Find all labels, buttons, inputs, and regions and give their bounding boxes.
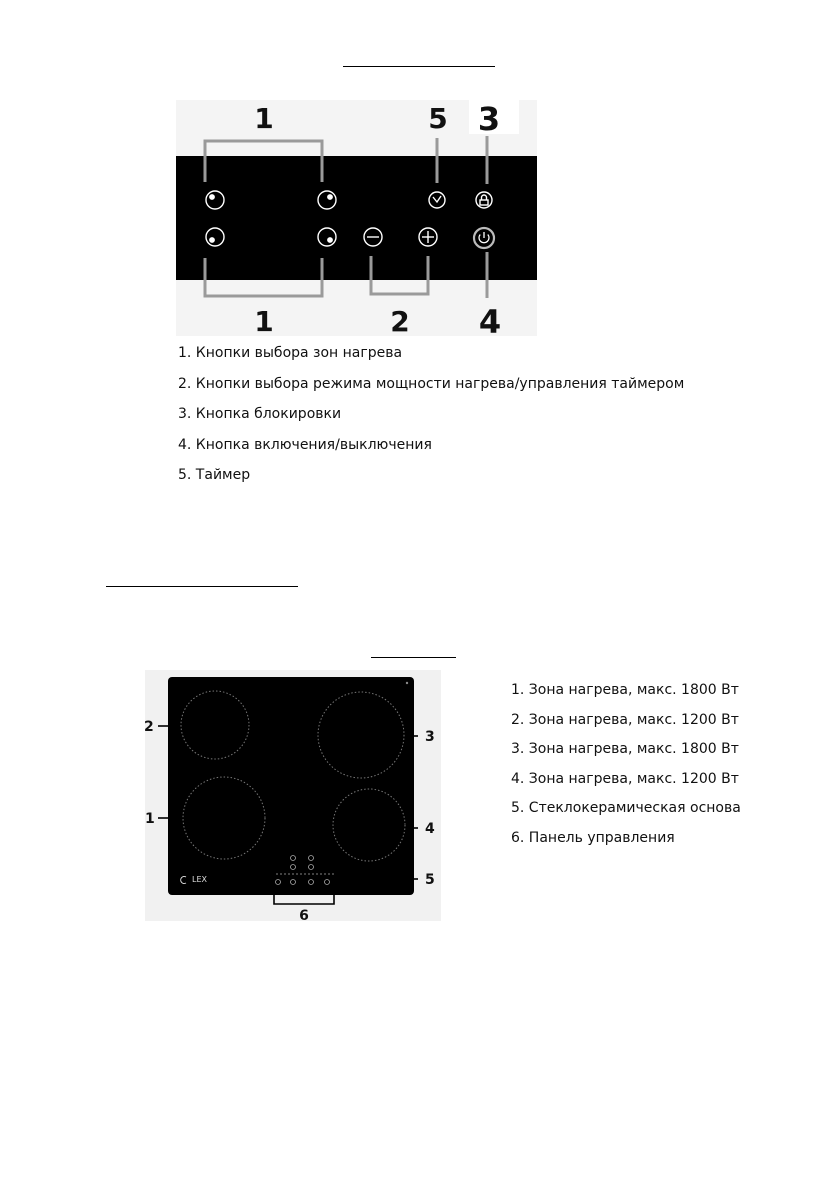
hob-legend <box>511 680 741 857</box>
callout-zone-2: 2 <box>144 719 154 735</box>
callout-lock: 3 <box>477 100 501 138</box>
legend-item-zone-buttons: 1. Кнопки выбора зон нагрева <box>178 345 403 361</box>
legend-item-power-buttons: 2. Кнопки выбора режима мощности нагрева/управления таймером <box>178 375 685 392</box>
legend-item-timer: 5. Таймер <box>178 467 251 483</box>
callout-glass: 5 <box>425 872 435 888</box>
callout-zones-top: 1 <box>254 102 274 135</box>
callout-panel: 6 <box>299 908 309 924</box>
heading-underline-top <box>343 66 495 67</box>
legend-item-zone-2: 2. Зона нагрева, макс. 1200 Вт <box>511 711 739 728</box>
control-panel-diagram <box>176 100 537 336</box>
callout-onoff: 4 <box>478 303 502 336</box>
legend-item-zone-3: 3. Зона нагрева, макс. 1800 Вт <box>511 741 739 757</box>
callout-zone-4: 4 <box>425 821 435 837</box>
heading-underline-middle <box>106 586 298 587</box>
legend-item-zone-1: 1. Зона нагрева, макс. 1800 Вт <box>511 682 739 698</box>
heading-underline-hob <box>371 657 456 658</box>
control-panel-legend <box>178 343 684 496</box>
callout-timer: 5 <box>428 102 448 135</box>
hob-diagram <box>140 670 445 926</box>
legend-item-lock-button: 3. Кнопка блокировки <box>178 406 342 422</box>
hob-brand-logo: LEX <box>192 875 207 884</box>
callout-zones-bottom: 1 <box>254 305 274 336</box>
legend-item-onoff-button: 4. Кнопка включения/выключения <box>178 436 432 453</box>
glass-ceramic-surface <box>168 677 414 895</box>
legend-item-panel: 6. Панель управления <box>511 829 675 846</box>
callout-zone-3: 3 <box>425 729 435 745</box>
legend-item-zone-4: 4. Зона нагрева, макс. 1200 Вт <box>511 770 739 787</box>
legend-item-glass: 5. Стеклокерамическая основа <box>511 800 741 816</box>
callout-zone-1: 1 <box>145 811 155 827</box>
callout-power-timer: 2 <box>390 305 410 336</box>
